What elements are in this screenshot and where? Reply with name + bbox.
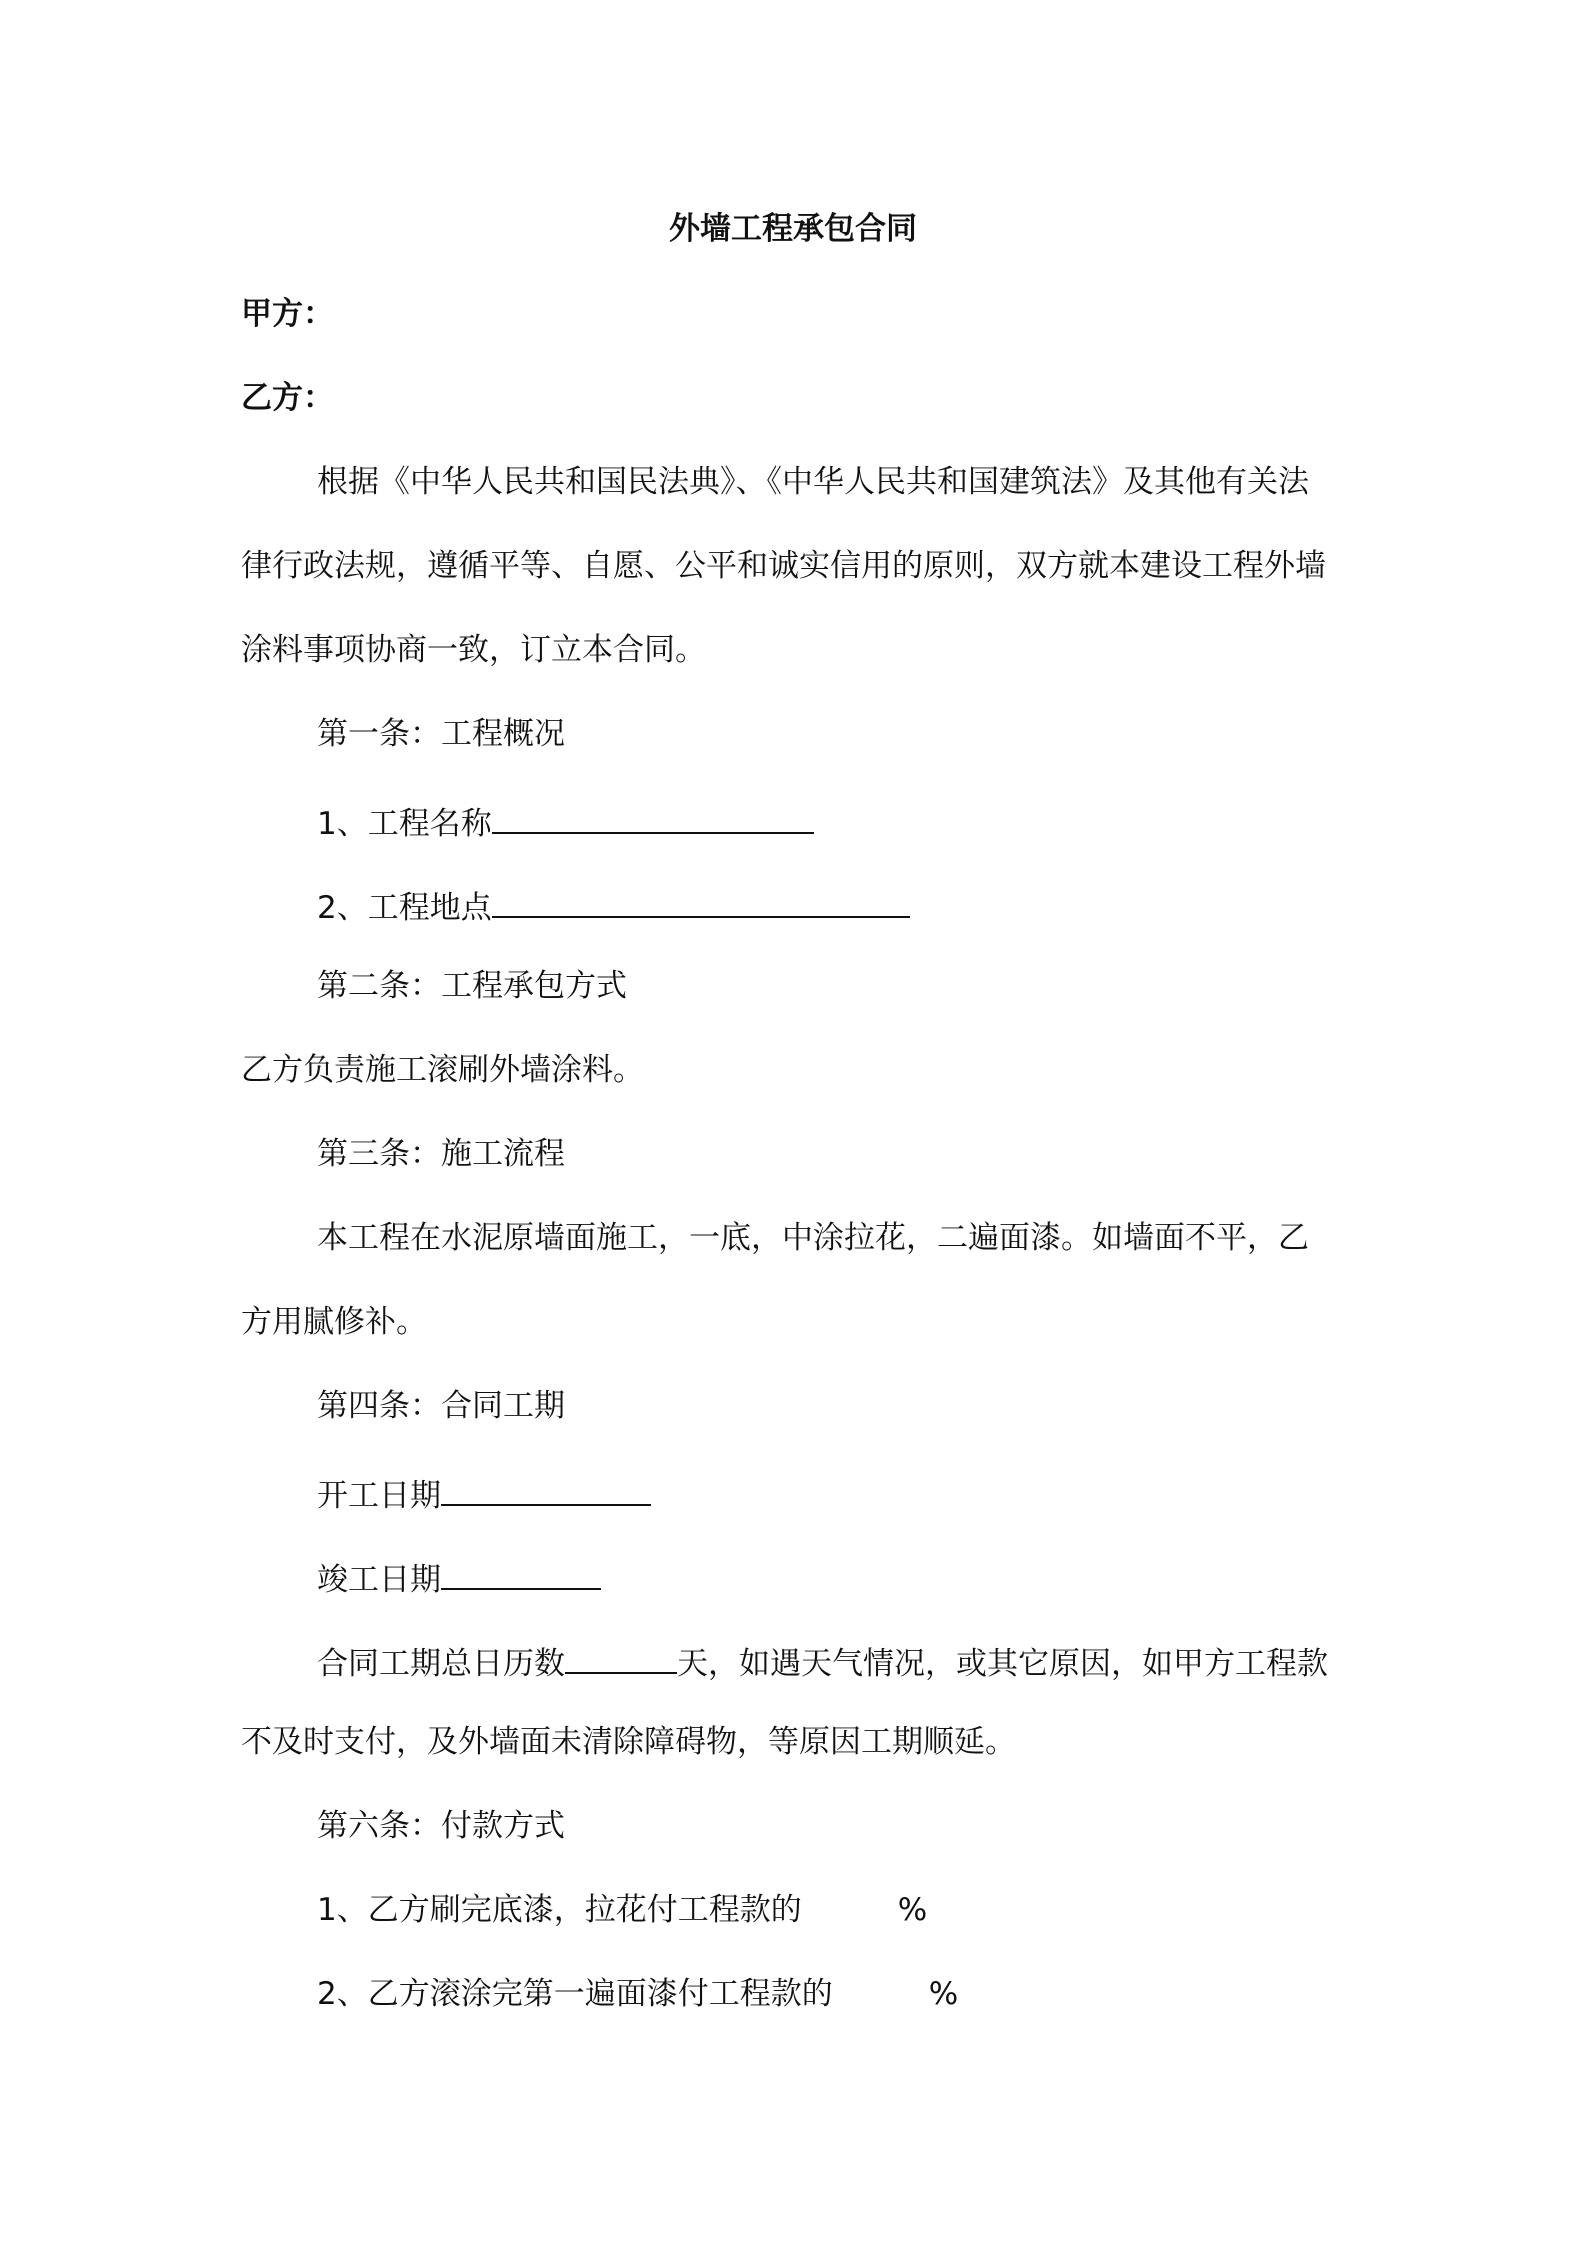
preamble-line-1: 根据《中华人民共和国民法典》、《中华人民共和国建筑法》及其他有关法 — [317, 464, 1309, 500]
project-location-blank — [492, 880, 910, 918]
payment-item-1-unit: % — [897, 1892, 928, 1928]
article-3-line-1: 本工程在水泥原墙面施工，一底，中涂拉花，二遍面漆。如墙面不平，乙 — [317, 1220, 1309, 1256]
end-date-blank — [441, 1552, 601, 1590]
start-date-blank — [441, 1468, 651, 1506]
party-a-label: 甲方： — [241, 296, 334, 332]
payment-item-2-text: 2、乙方滚涂完第一遍面漆付工程款的 — [317, 1976, 833, 2012]
project-name-row — [317, 796, 814, 846]
end-date-label: 竣工日期 — [317, 1562, 441, 1598]
duration-blank — [565, 1636, 677, 1674]
duration-prefix: 合同工期总日历数 — [317, 1646, 565, 1682]
end-date-row — [317, 1552, 601, 1602]
start-date-label: 开工日期 — [317, 1478, 441, 1514]
project-name-label: 1、工程名称 — [317, 806, 492, 842]
article-1-heading: 第一条：工程概况 — [317, 716, 565, 752]
article-6-heading: 第六条：付款方式 — [317, 1808, 565, 1844]
payment-item-2 — [317, 1972, 958, 2016]
document-title: 外墙工程承包合同 — [669, 211, 917, 247]
start-date-row — [317, 1468, 651, 1518]
payment-item-1 — [317, 1888, 927, 1932]
party-b-label: 乙方： — [241, 380, 334, 416]
project-name-blank — [492, 796, 814, 834]
project-location-label: 2、工程地点 — [317, 890, 492, 926]
article-4-heading: 第四条：合同工期 — [317, 1388, 565, 1424]
payment-item-2-unit: % — [928, 1976, 959, 2012]
article-3-line-2: 方用腻修补。 — [241, 1304, 427, 1340]
duration-suffix: 天，如遇天气情况，或其它原因，如甲方工程款 — [677, 1646, 1328, 1682]
preamble-line-3: 涂料事项协商一致，订立本合同。 — [241, 632, 706, 668]
preamble-line-2: 律行政法规，遵循平等、自愿、公平和诚实信用的原则，双方就本建设工程外墙 — [241, 548, 1326, 584]
article-2-text: 乙方负责施工滚刷外墙涂料。 — [241, 1052, 644, 1088]
article-2-heading: 第二条：工程承包方式 — [317, 968, 627, 1004]
duration-row — [317, 1636, 1328, 1686]
payment-item-1-text: 1、乙方刷完底漆，拉花付工程款的 — [317, 1892, 802, 1928]
article-3-heading: 第三条：施工流程 — [317, 1136, 565, 1172]
project-location-row — [317, 880, 910, 930]
duration-line-2: 不及时支付，及外墙面未清除障碍物，等原因工期顺延。 — [241, 1724, 1016, 1760]
